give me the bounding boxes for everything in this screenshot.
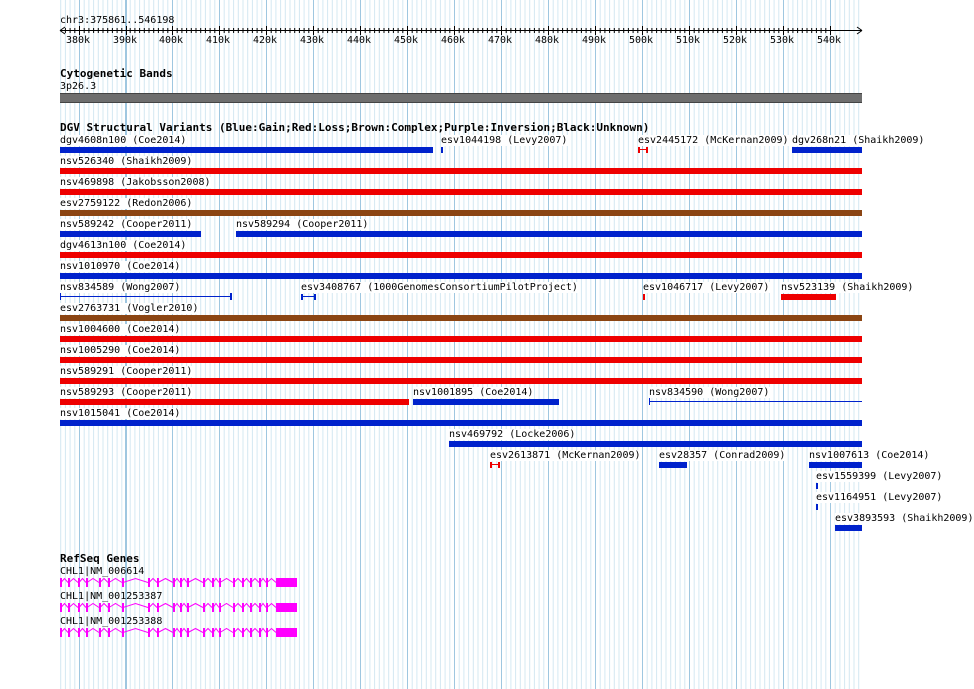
refseq-intron (251, 604, 259, 608)
dgv-feature-label[interactable]: esv1044198 (Levy2007) (441, 135, 568, 146)
dgv-feature-bar[interactable] (60, 252, 862, 258)
refseq-exon (187, 628, 189, 637)
dgv-feature-block (301, 294, 303, 300)
dgv-feature-bar[interactable] (781, 294, 836, 300)
dgv-feature-bar[interactable] (60, 147, 433, 153)
dgv-feature-bar[interactable] (60, 336, 862, 342)
dgv-feature-block (490, 462, 492, 468)
dgv-feature-bar[interactable] (236, 231, 862, 237)
dgv-feature-bar[interactable] (413, 399, 559, 405)
dgv-feature-line[interactable] (649, 401, 862, 402)
refseq-intron (123, 629, 148, 633)
refseq-intron (149, 579, 157, 583)
dgv-feature-label[interactable]: nsv834589 (Wong2007) (60, 282, 181, 293)
dgv-track-title[interactable]: DGV Structural Variants (Blue:Gain;Red:Loss;Brown:Complex;Purple:Inversion;Black:Unknown) (60, 121, 650, 134)
refseq-exon (187, 578, 189, 587)
refseq-intron (243, 604, 250, 608)
dgv-feature-label[interactable]: nsv526340 (Shaikh2009) (60, 156, 193, 167)
refseq-intron (220, 579, 233, 583)
dgv-feature-bar[interactable] (60, 168, 862, 174)
refseq-intron (69, 604, 78, 608)
refseq-intron (149, 604, 157, 608)
refseq-intron (204, 579, 212, 583)
ruler-tick-label: 510k (676, 35, 701, 46)
dgv-feature-bar[interactable] (449, 441, 862, 447)
dgv-feature-bar[interactable] (60, 420, 862, 426)
refseq-intron (109, 604, 122, 608)
refseq-exon (157, 578, 159, 587)
refseq-exon (86, 628, 88, 637)
dgv-feature-label[interactable]: nsv589291 (Cooper2011) (60, 366, 193, 377)
refseq-exon (173, 603, 175, 612)
refseq-intron (243, 579, 250, 583)
refseq-intron (234, 579, 242, 583)
refseq-exon (86, 578, 88, 587)
refseq-intron (79, 579, 86, 583)
dgv-feature-line[interactable] (60, 296, 232, 297)
refseq-exon (173, 578, 175, 587)
refseq-exon (259, 628, 261, 637)
refseq-exon (148, 578, 150, 587)
dgv-feature-label[interactable]: esv28357 (Conrad2009) (659, 450, 786, 461)
refseq-utr-block (277, 603, 297, 612)
refseq-exon (242, 578, 244, 587)
refseq-exon (157, 628, 159, 637)
refseq-exon (60, 578, 62, 587)
refseq-intron (158, 629, 173, 633)
refseq-exon (78, 603, 80, 612)
refseq-intron (234, 604, 242, 608)
ruler-tick-label: 460k (441, 35, 466, 46)
refseq-exon (266, 628, 268, 637)
refseq-intron (87, 604, 99, 608)
dgv-feature-block (314, 294, 316, 300)
refseq-exon (266, 578, 268, 587)
dgv-feature-bar[interactable] (835, 525, 862, 531)
refseq-gene-model[interactable] (0, 577, 300, 589)
refseq-exon (233, 578, 235, 587)
ruler-tick-label: 500k (629, 35, 654, 46)
dgv-feature-bar[interactable] (60, 231, 201, 237)
dgv-feature-bar[interactable] (60, 378, 862, 384)
refseq-exon (99, 578, 101, 587)
dgv-feature-label[interactable]: nsv1004600 (Coe2014) (60, 324, 181, 335)
refseq-exon (148, 603, 150, 612)
refseq-intron (61, 629, 68, 633)
refseq-exon (203, 578, 205, 587)
refseq-intron (251, 629, 259, 633)
refseq-exon (212, 603, 214, 612)
refseq-intron (220, 604, 233, 608)
refseq-exon (99, 603, 101, 612)
refseq-track-title[interactable]: RefSeq Genes (60, 552, 140, 565)
refseq-exon (203, 628, 205, 637)
dgv-feature-label[interactable]: nsv1010970 (Coe2014) (60, 261, 181, 272)
dgv-feature-bar[interactable] (441, 147, 443, 153)
dgv-feature-label[interactable]: esv1046717 (Levy2007) (643, 282, 770, 293)
cytoband-track-title[interactable]: Cytogenetic Bands (60, 67, 173, 80)
ruler-tick-label: 480k (535, 35, 560, 46)
ruler-tick-label: 450k (394, 35, 419, 46)
refseq-exon (250, 603, 252, 612)
dgv-feature-bar[interactable] (60, 399, 409, 405)
dgv-feature-label[interactable]: nsv1007613 (Coe2014) (809, 450, 930, 461)
refseq-exon (203, 603, 205, 612)
refseq-exon (212, 578, 214, 587)
dgv-feature-label[interactable]: nsv1001895 (Coe2014) (413, 387, 534, 398)
refseq-exon (68, 628, 70, 637)
dgv-feature-label[interactable]: dgv4613n100 (Coe2014) (60, 240, 187, 251)
refseq-exon (242, 628, 244, 637)
refseq-intron (109, 579, 122, 583)
refseq-exon (108, 628, 110, 637)
ruler-tick-label: 530k (770, 35, 795, 46)
refseq-intron (204, 629, 212, 633)
dgv-feature-label[interactable]: nsv469792 (Locke2006) (449, 429, 576, 440)
dgv-feature-label[interactable]: esv2763731 (Vogler2010) (60, 303, 199, 314)
refseq-exon (259, 603, 261, 612)
dgv-feature-label[interactable]: nsv1015041 (Coe2014) (60, 408, 181, 419)
dgv-feature-label[interactable]: esv3408767 (1000GenomesConsortiumPilotProject) (301, 282, 578, 293)
refseq-intron (69, 629, 78, 633)
refseq-exon (78, 628, 80, 637)
refseq-exon (266, 603, 268, 612)
refseq-intron (123, 604, 148, 608)
refseq-exon (86, 603, 88, 612)
refseq-intron (158, 604, 173, 608)
refseq-exon (250, 628, 252, 637)
refseq-exon (250, 578, 252, 587)
refseq-exon (219, 578, 221, 587)
refseq-intron (188, 579, 203, 583)
dgv-feature-end-cap (230, 293, 232, 300)
refseq-exon (219, 628, 221, 637)
refseq-exon (108, 603, 110, 612)
refseq-gene-label[interactable]: CHL1|NM_006614 (60, 566, 145, 577)
refseq-intron (234, 629, 242, 633)
dgv-feature-label[interactable]: nsv523139 (Shaikh2009) (781, 282, 914, 293)
dgv-feature-label[interactable]: esv2445172 (McKernan2009) (638, 135, 789, 146)
dgv-feature-label[interactable]: nsv834590 (Wong2007) (649, 387, 770, 398)
refseq-exon (122, 628, 124, 637)
ruler-tick-label: 420k (253, 35, 278, 46)
refseq-gene-label[interactable]: CHL1|NM_001253387 (60, 591, 163, 602)
location-label: chr3:375861..546198 (60, 15, 175, 26)
refseq-gene-model[interactable] (0, 602, 300, 614)
refseq-exon (219, 603, 221, 612)
refseq-exon (187, 603, 189, 612)
ruler-tick-label: 520k (723, 35, 748, 46)
ruler-tick-label: 380k (66, 35, 91, 46)
refseq-exon (122, 578, 124, 587)
ruler-tick-label: 470k (488, 35, 513, 46)
dgv-feature-label[interactable]: esv1559399 (Levy2007) (816, 471, 943, 482)
refseq-intron (204, 604, 212, 608)
refseq-exon (180, 578, 182, 587)
dgv-feature-bar[interactable] (643, 294, 645, 300)
ruler-tick-label: 540k (817, 35, 842, 46)
dgv-feature-bar[interactable] (60, 315, 862, 321)
refseq-intron (109, 629, 122, 633)
refseq-intron (87, 629, 99, 633)
refseq-exon (108, 578, 110, 587)
dgv-feature-bar[interactable] (816, 504, 818, 510)
refseq-exon (180, 603, 182, 612)
cytoband-name: 3p26.3 (60, 81, 97, 92)
dgv-feature-start-cap (649, 398, 650, 405)
refseq-exon (68, 578, 70, 587)
dgv-feature-bar[interactable] (60, 357, 862, 363)
dgv-feature-label[interactable]: esv3893593 (Shaikh2009) (835, 513, 974, 524)
refseq-intron (251, 579, 259, 583)
refseq-intron (123, 579, 148, 583)
refseq-exon (122, 603, 124, 612)
refseq-exon (233, 628, 235, 637)
ruler-tick-label: 490k (582, 35, 607, 46)
refseq-exon (180, 628, 182, 637)
ruler-tick-label: 410k (206, 35, 231, 46)
refseq-exon (148, 628, 150, 637)
refseq-exon (233, 603, 235, 612)
refseq-exon (242, 603, 244, 612)
dgv-feature-label[interactable]: nsv589242 (Cooper2011) (60, 219, 193, 230)
refseq-exon (60, 603, 62, 612)
dgv-feature-label[interactable]: esv1164951 (Levy2007) (816, 492, 943, 503)
refseq-intron (267, 604, 276, 608)
refseq-intron (69, 579, 78, 583)
dgv-feature-block (638, 147, 640, 153)
dgv-feature-start-cap (60, 293, 61, 300)
refseq-exon (157, 603, 159, 612)
dgv-feature-block (646, 147, 648, 153)
refseq-exon (259, 578, 261, 587)
dgv-feature-bar[interactable] (792, 147, 862, 153)
refseq-exon (78, 578, 80, 587)
dgv-feature-bar[interactable] (60, 189, 862, 195)
dgv-feature-label[interactable]: nsv1005290 (Coe2014) (60, 345, 181, 356)
refseq-intron (87, 579, 99, 583)
refseq-intron (149, 629, 157, 633)
dgv-feature-bar[interactable] (659, 462, 687, 468)
dgv-feature-bar[interactable] (60, 273, 862, 279)
refseq-gene-label[interactable]: CHL1|NM_001253388 (60, 616, 163, 627)
refseq-intron (267, 579, 276, 583)
ruler-tick-label: 390k (113, 35, 138, 46)
dgv-feature-bar[interactable] (60, 210, 862, 216)
refseq-utr-block (277, 578, 297, 587)
dgv-feature-label[interactable]: esv2759122 (Redon2006) (60, 198, 193, 209)
refseq-intron (100, 629, 108, 633)
dgv-feature-label[interactable]: nsv589293 (Cooper2011) (60, 387, 193, 398)
refseq-exon (68, 603, 70, 612)
refseq-intron (61, 579, 68, 583)
refseq-intron (188, 604, 203, 608)
refseq-intron (100, 604, 108, 608)
refseq-intron (79, 604, 86, 608)
dgv-feature-label[interactable]: nsv589294 (Cooper2011) (236, 219, 369, 230)
refseq-intron (243, 629, 250, 633)
refseq-intron (220, 629, 233, 633)
refseq-intron (61, 604, 68, 608)
refseq-intron (267, 629, 276, 633)
refseq-exon (173, 628, 175, 637)
refseq-intron (158, 579, 173, 583)
refseq-intron (79, 629, 86, 633)
dgv-feature-block (498, 462, 500, 468)
ruler-tick-label: 430k (300, 35, 325, 46)
dgv-feature-label[interactable]: dgv268n21 (Shaikh2009) (792, 135, 925, 146)
ruler-tick-label: 400k (159, 35, 184, 46)
refseq-exon (60, 628, 62, 637)
dgv-feature-label[interactable]: dgv4608n100 (Coe2014) (60, 135, 187, 146)
refseq-gene-model[interactable] (0, 627, 300, 639)
dgv-feature-bar[interactable] (809, 462, 862, 468)
refseq-intron (188, 629, 203, 633)
dgv-feature-label[interactable]: esv2613871 (McKernan2009) (490, 450, 641, 461)
refseq-exon (212, 628, 214, 637)
refseq-utr-block (277, 628, 297, 637)
refseq-intron (100, 579, 108, 583)
dgv-feature-label[interactable]: nsv469898 (Jakobsson2008) (60, 177, 211, 188)
ruler-tick-label: 440k (347, 35, 372, 46)
dgv-feature-bar[interactable] (816, 483, 818, 489)
refseq-exon (99, 628, 101, 637)
